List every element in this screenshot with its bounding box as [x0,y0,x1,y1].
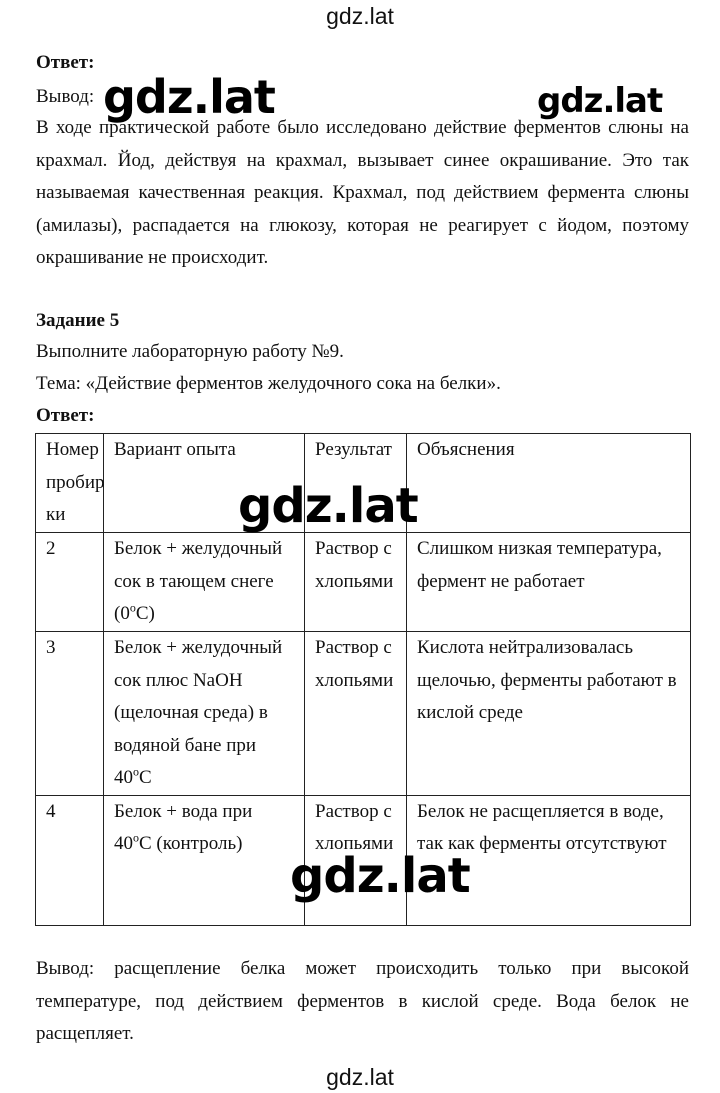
cell-result: Раствор с хлопьями [305,533,407,632]
cell-number: 2 [36,533,104,632]
watermark-bottom: gdz.lat [326,1064,394,1090]
cell-result: Раствор с хлопьями [305,632,407,796]
conclusion-label: Вывод: [36,86,95,107]
task-topic: Тема: «Действие ферментов желудочного сока на белки». [36,373,501,394]
answer-label: Ответ: [36,52,95,73]
answer-label-2: Ответ: [36,405,95,426]
watermark-large-2: gdz.lat [537,81,663,121]
cell-variant: Белок + вода при $40^оС$ (контроль) [104,795,305,925]
cell-number: 4 [36,795,104,925]
header-result: Результат [305,434,407,533]
watermark-large-3: gdz.lat [238,478,418,534]
watermark-large-4: gdz.lat [290,848,470,904]
cell-explanation: Слишком низкая температура, фермент не работает [407,533,691,632]
conclusion-text: В ходе практической работе было исследовано действие ферментов слюны на крахмал. Йод, действуя на крахмал, вызывает синее окрашивание. Это так называемая качественная реакция. Крахмал, под действием фермента слюны (амилазы), распадается на глюкозу, которая не реагирует с йодом, поэтому окрашивание не происходит. [36,117,689,268]
watermark-top: gdz.lat [326,3,394,29]
cell-explanation: Белок не расщепляется в воде, так как ферменты отсутствуют [407,795,691,925]
task-title: Задание 5 [36,310,120,331]
watermark-large-1: gdz.lat [103,70,275,124]
header-variant: Вариант опыта [104,434,305,533]
header-tube-number: Номер пробирки [36,434,104,533]
cell-variant: Белок + желудочный сок плюс NaOH (щелочная среда) в водяной бане при $40^оС$ [104,632,305,796]
cell-variant: Белок + желудочный сок в тающем снеге $(0^оС)$ [104,533,305,632]
cell-explanation: Кислота нейтрализовалась щелочью, ферменты работают в кислой среде [407,632,691,796]
cell-result: Раствор с хлопьями [305,795,407,925]
cell-number: 3 [36,632,104,796]
table-row [36,533,691,632]
table-row [36,632,691,796]
task-instruction: Выполните лабораторную работу №9. [36,341,344,362]
final-conclusion: Вывод: расщепление белка может происходить только при высокой температуре, под действием ферментов в кислой среде. Вода белок не расщепляет. [36,958,689,1044]
header-explanation: Объяснения [407,434,691,533]
